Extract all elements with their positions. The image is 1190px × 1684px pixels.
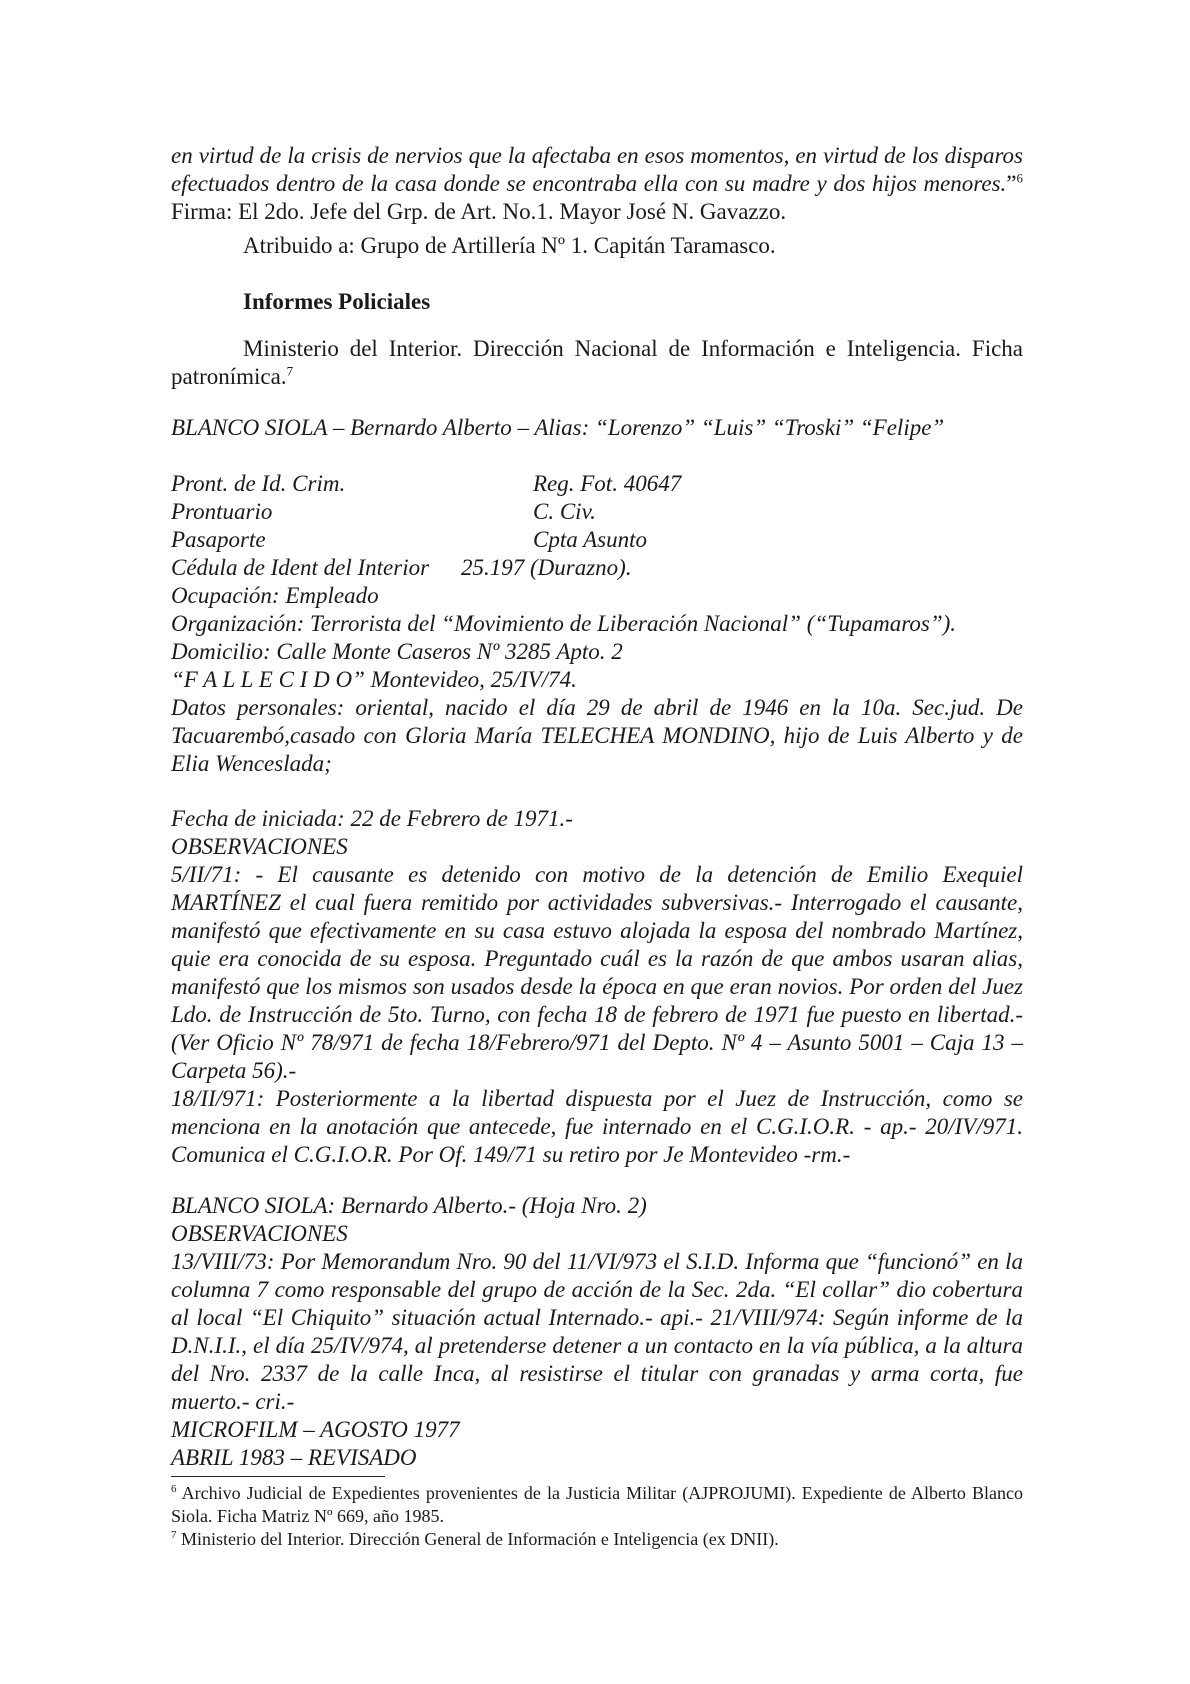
cedula-label: Cédula de Ident del Interior [171, 555, 430, 580]
ficha-field-row [171, 526, 1023, 554]
cedula-value: 25.197 (Durazno). [461, 555, 632, 580]
field-label: Prontuario [171, 499, 273, 524]
field-label: Pasaporte [171, 527, 266, 552]
quote-text: en virtud de la crisis de nervios que la afectaba en esos momentos, en virtud de los disparos efectuados dentro de la casa donde se encontraba ella con su madre y dos hijos menores. [171, 143, 1023, 196]
section-heading: Informes Policiales [243, 289, 431, 314]
field-value: Reg. Fot. 40647 [533, 471, 682, 496]
intro-block [171, 142, 1023, 260]
footnote-7 [171, 1528, 1023, 1551]
fecha-iniciada: Fecha de iniciada: 22 de Febrero de 1971.- [171, 806, 573, 831]
ficha-field-row [171, 470, 1023, 498]
field-value: C. Civ. [533, 499, 596, 524]
footnote-ref-7[interactable]: 7 [286, 363, 294, 379]
observacion-entry: 5/II/71: - El causante es detenido con motivo de la detención de Emilio Exequiel MARTÍNEZ el cual fuera remitido por actividades subversivas.- Interrogado el causante, manifestó que efectivamente en su casa estuvo alojada la esposa del nombrado Martínez, quie era conocida de su esposa. Preguntado cuál es la razón de que ambos usaran alias, manifestó que los mismos son usados desde la época en que eran novios. Por orden del Juez Ldo. de Instrucción de 5to. Turno, con fecha 18 de febrero de 1971 fue puesto en libertad.- (Ver Oficio Nº 78/971 de fecha 18/Febrero/971 del Depto. Nº 4 – Asunto 5001 – Caja 13 – Carpeta 56).- [171, 862, 1023, 1083]
footnote-ref-6[interactable]: 6 [1016, 170, 1023, 186]
section-intro [171, 335, 1023, 391]
observaciones-block [171, 805, 1023, 1169]
footnote-number: 6 [171, 1483, 177, 1495]
ficha-fields [171, 470, 1023, 778]
microfilm-line: MICROFILM – AGOSTO 1977 [171, 1417, 460, 1442]
observacion-entry: 18/II/971: Posteriormente a la libertad dispuesta por el Juez de Instrucción, como se menciona en la anotación que antecede, fue internado en el C.G.I.O.R. - ap.- 20/IV/971. Comunica el C.G.I.O.R. Por Of. 149/71 su retiro por Je Montevideo -rm.- [171, 1086, 1023, 1167]
attributed-line: Atribuido a: Grupo de Artillería Nº 1. Capitán Taramasco. [243, 233, 776, 258]
hoja2-block [171, 1192, 1023, 1472]
revisado-line: ABRIL 1983 – REVISADO [171, 1445, 417, 1470]
fallecido-line: “F A L L E C I D O” Montevideo, 25/IV/74. [171, 667, 577, 692]
section-block [171, 288, 1023, 391]
ocupacion-line: Ocupación: Empleado [171, 583, 379, 608]
footnote-separator [171, 1476, 385, 1477]
field-value: Cpta Asunto [533, 527, 647, 552]
datos-personales: Datos personales: oriental, nacido el día 29 de abril de 1946 en la 10a. Sec.jud. De Tacuarembó,casado con Gloria María TELECHEA MONDINO, hijo de Luis Alberto y de Elia Wenceslada; [171, 695, 1023, 776]
signature-text: Firma: El 2do. Jefe del Grp. de Art. No.1. Mayor José N. Gavazzo. [171, 199, 787, 224]
footnote-number: 7 [171, 1529, 177, 1541]
hoja2-observacion-entry: 13/VIII/73: Por Memorandum Nro. 90 del 11/VI/973 el S.I.D. Informa que “funcionó” en la columna 7 como responsable del grupo de acción de la Sec. 2da. “El collar” dio cobertura al local “El Chiquito” situación actual Internado.- api.- 21/VIII/974: Según informe de la D.N.I.I., el día 25/IV/974, al pretenderse detener a un contacto en la vía pública, a la altura del Nro. 2337 de la calle Inca, al resistirse el titular con granadas y arma corta, fue muerto.- cri.- [171, 1249, 1023, 1414]
footnote-text: Ministerio del Interior. Dirección General de Información e Inteligencia (ex DNII). [176, 1529, 779, 1549]
footnote-6 [171, 1482, 1023, 1528]
cedula-row [171, 554, 1023, 582]
ficha-header: BLANCO SIOLA – Bernardo Alberto – Alias: “Lorenzo” “Luis” “Troski” “Felipe” [171, 415, 945, 440]
domicilio-line: Domicilio: Calle Monte Caseros Nº 3285 Apto. 2 [171, 639, 623, 664]
ficha-header-block [171, 414, 1023, 442]
hoja2-observaciones-title: OBSERVACIONES [171, 1221, 348, 1246]
section-intro-text: Ministerio del Interior. Dirección Nacional de Información e Inteligencia. Ficha patronímica. [171, 336, 1023, 389]
quote-paragraph [171, 142, 1023, 226]
ficha-field-row [171, 498, 1023, 526]
hoja2-header: BLANCO SIOLA: Bernardo Alberto.- (Hoja Nro. 2) [171, 1193, 647, 1218]
organizacion-line: Organización: Terrorista del “Movimiento de Liberación Nacional” (“Tupamaros”). [171, 611, 957, 636]
observaciones-title: OBSERVACIONES [171, 834, 348, 859]
quote-close: ” [1006, 171, 1017, 196]
field-label: Pront. de Id. Crim. [171, 471, 346, 496]
footnote-text: Archivo Judicial de Expedientes provenientes de la Justicia Militar (AJPROJUMI). Expediente de Alberto Blanco Siola. Ficha Matriz Nº 669, año 1985. [171, 1483, 1023, 1526]
